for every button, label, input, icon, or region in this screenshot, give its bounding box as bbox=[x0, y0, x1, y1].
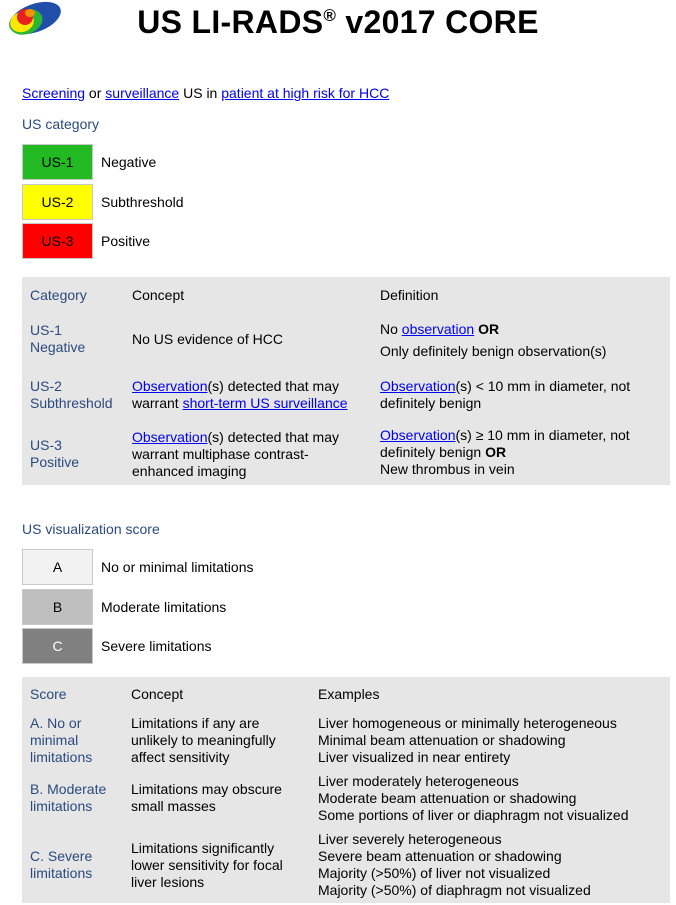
row-a-score: A. No or minimal limitations bbox=[30, 715, 93, 765]
score-c-legend-label: Severe limitations bbox=[101, 638, 212, 654]
row-us-3-category: US-3 Positive bbox=[30, 437, 80, 470]
score-table bbox=[22, 677, 670, 903]
row-c-score: C. Severe limitations bbox=[30, 848, 93, 881]
us-1-legend-label: Negative bbox=[101, 154, 157, 170]
row-us-3-definition: Observation(s) ≥ 10 mm in diameter, not definitely benign OR New thrombus in vein bbox=[380, 427, 630, 477]
row-b-score: B. Moderate limitations bbox=[30, 781, 107, 814]
us-3-swatch: US-3 bbox=[22, 223, 93, 259]
observation-link[interactable]: observation bbox=[401, 321, 475, 337]
page-title: US LI-RADS® v2017 CORE bbox=[137, 4, 539, 40]
score-c-swatch: C bbox=[22, 628, 93, 664]
row-c-examples: Liver severely heterogeneous Severe beam attenuation or shadowing Majority (>50%) of liver not visualized Majority (>50%) of diaphragm not visualized bbox=[318, 831, 591, 898]
score-a-legend-label: No or minimal limitations bbox=[101, 559, 254, 575]
visualization-score-heading: US visualization score bbox=[22, 521, 160, 537]
score-b-swatch: B bbox=[22, 589, 93, 625]
observation-link[interactable]: Observation bbox=[132, 429, 208, 445]
row-a-concept: Limitations if any are unlikely to meaningfully affect sensitivity bbox=[131, 715, 276, 765]
short-term-surveillance-link[interactable]: short-term US surveillance bbox=[182, 395, 348, 411]
us-3-legend bbox=[22, 223, 150, 259]
observation-link[interactable]: Observation bbox=[380, 378, 456, 394]
score-a-legend bbox=[22, 549, 253, 585]
observation-link[interactable]: Observation bbox=[380, 427, 456, 443]
high-risk-patient-link[interactable]: patient at high risk for HCC bbox=[221, 85, 390, 101]
row-us-1-definition: No observation OR Only definitely benign observation(s) bbox=[380, 321, 607, 359]
row-a-examples: Liver homogeneous or minimally heterogeneous Minimal beam attenuation or shadowing Liver visualized in near entirety bbox=[318, 715, 617, 765]
col-header-definition: Definition bbox=[380, 287, 439, 303]
screening-link[interactable]: Screening bbox=[22, 85, 86, 101]
row-c-concept: Limitations significantly lower sensitivity for focal liver lesions bbox=[131, 840, 283, 890]
col-header-concept: Concept bbox=[132, 287, 185, 303]
score-b-legend bbox=[22, 589, 226, 625]
us-2-swatch: US-2 bbox=[22, 184, 93, 220]
score-a-swatch: A bbox=[22, 549, 93, 585]
row-b-concept: Limitations may obscure small masses bbox=[131, 781, 282, 814]
us-2-legend bbox=[22, 184, 184, 220]
col-header-category: Category bbox=[30, 287, 87, 303]
row-b-examples: Liver moderately heterogeneous Moderate beam attenuation or shadowing Some portions of liver or diaphragm not visualized bbox=[318, 773, 629, 823]
us-1-swatch: US-1 bbox=[22, 144, 93, 180]
row-us-1-concept: No US evidence of HCC bbox=[132, 331, 283, 347]
us-category-heading: US category bbox=[22, 116, 100, 132]
row-us-1-category: US-1 Negative bbox=[30, 322, 86, 355]
row-us-2-concept: Observation(s) detected that may warrant short-term US surveillance bbox=[132, 378, 348, 411]
score-c-legend bbox=[22, 628, 212, 664]
col-header-examples: Examples bbox=[318, 686, 380, 702]
col-header-concept: Concept bbox=[131, 686, 184, 702]
row-us-2-definition: Observation(s) < 10 mm in diameter, not definitely benign bbox=[380, 378, 631, 411]
us-1-legend bbox=[22, 144, 156, 180]
intro-line: Screening or surveillance US in patient at high risk for HCC bbox=[22, 85, 390, 101]
us-2-legend-label: Subthreshold bbox=[101, 194, 184, 210]
surveillance-link[interactable]: surveillance bbox=[105, 85, 180, 101]
col-header-score: Score bbox=[30, 686, 67, 702]
us-3-legend-label: Positive bbox=[101, 233, 151, 249]
row-us-2-category: US-2 Subthreshold bbox=[30, 378, 113, 411]
category-table bbox=[22, 277, 670, 485]
observation-link[interactable]: Observation bbox=[132, 378, 208, 394]
score-b-legend-label: Moderate limitations bbox=[101, 599, 227, 615]
row-us-3-concept: Observation(s) detected that may warrant multiphase contrast- enhanced imaging bbox=[132, 429, 339, 479]
